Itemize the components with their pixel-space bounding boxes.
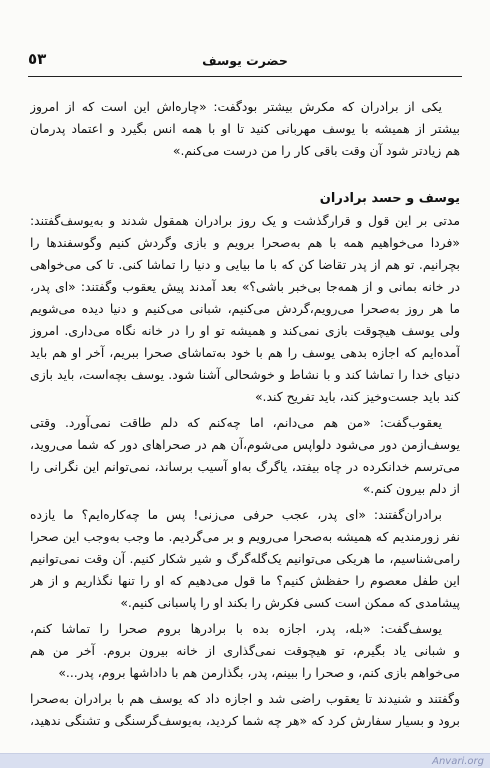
paragraph xyxy=(30,412,460,500)
text-line: ولی یوسف هیچوقت بازی نمی‌کند و همیشه تو او را در خانه نگاه می‌داری. امروز xyxy=(30,323,460,338)
text-line: و شبانی یاد بگیرم، تو هیچوقت نمی‌گذاری از خانه بیرون بروم. آخر من هم xyxy=(30,643,460,658)
text-line: بچرانیم. تو هم از پدر تقاضا کن که با ما بیایی و دنیا را تماشا کنی. تا کی می‌خواهی xyxy=(30,257,460,272)
text-line: برادران‌گفتند: «ای پدر، عجب حرفی می‌زنی! پس ما چه‌کاره‌ایم؟ ما یازده xyxy=(30,507,442,522)
paragraph xyxy=(30,96,460,162)
text-line: «فردا می‌خواهیم همه با هم به‌صحرا برویم و بازی وگردش کنیم وگوسفندها را xyxy=(30,235,460,250)
text-line: آمده‌ایم که اجازه بدهی یوسف را هم با خود به‌تماشای صحرا ببریم، آخر او هم باید xyxy=(30,345,460,360)
text-line: این طفل معصوم را حفظش کنیم؟ ما قول می‌دهیم که او را تنها نگذاریم و از هر xyxy=(30,573,460,588)
paragraph xyxy=(30,618,460,684)
text-line: یکی از برادران که مکرش بیشتر بودگفت: «چاره‌اش این است که از امروز xyxy=(30,99,442,114)
text-line: ما هر روز به‌صحرا می‌رویم،گردش می‌کنیم، شبانی می‌کنیم و دنیا دیده می‌شویم xyxy=(30,301,460,316)
text-line: هم زیادتر شود آن وقت باقی کار را من درست می‌کنم.» xyxy=(172,143,460,158)
text-line: از دلم بیرون کنم.» xyxy=(362,481,460,496)
paragraph xyxy=(30,210,460,408)
text-line: دنیای خدا را تماشا کند و با نشاط و خوشحالی آشنا شود. یوسف بچه‌است، باید بازی xyxy=(30,367,460,382)
text-line: وگفتند و شنیدند تا یعقوب راضی شد و اجازه داد که یوسف هم با برادران به‌صحرا xyxy=(30,691,460,706)
section-body xyxy=(30,210,460,732)
page-header xyxy=(28,46,462,72)
page-body xyxy=(30,96,460,732)
text-line: یعقوب‌گفت: «من هم می‌دانم، اما چه‌کنم که دلم طاقت نمی‌آورد. وقتی xyxy=(30,415,442,430)
text-line: می‌ترسم خدانکرده در چاه بیفتد، یاگرگ به‌او آسیب برساند، نمی‌توانم این نگرانی را xyxy=(30,459,460,474)
paragraph xyxy=(30,504,460,614)
text-line: می‌خواهم بازی کنم، و صحرا را ببینم، پدر، بگذارمن هم با داداشها بروم، پدر...» xyxy=(58,665,460,680)
text-line: پیشامدی که ممکن است کسی فکرش را بکند او را پاسبانی کنیم.» xyxy=(120,595,460,610)
watermark: Anvari.org xyxy=(432,756,484,767)
text-line: نفر زورمندیم که همیشه به‌صحرا می‌رویم و بر می‌گردیم. ما وجب به‌وجب این صحرا xyxy=(30,529,460,544)
running-title: حضرت یوسف xyxy=(202,53,288,68)
text-line: در خانه بمانی و از همه‌جا بی‌خبر باشی؟» بعد آمدند پیش یعقوب وگفتند: «ای پدر، xyxy=(30,279,460,294)
section-title: یوسف و حسد برادران xyxy=(319,191,460,206)
text-line: یوسف‌ازمن دور می‌شود دلواپس می‌شوم،آن هم در صحراهای دور که شما می‌روید، xyxy=(30,437,460,452)
text-line: یوسف‌گفت: «بله، پدر، اجازه بده با برادرها بروم صحرا را تماشا کنم، xyxy=(30,621,442,636)
header-rule xyxy=(28,76,462,77)
text-line: مدتی بر این قول و قرارگذشت و یک روز برادران همقول شدند و به‌یوسف‌گفتند: xyxy=(30,213,460,228)
text-line: رامی‌شناسیم، ما هریکی می‌توانیم یک‌گله‌گرگ و شیر شکار کنیم. آن وقت نمی‌توانیم xyxy=(30,551,460,566)
paragraph xyxy=(30,688,460,732)
text-line: برود و بسیار سفارش کرد که «هر چه شما کردید، به‌یوسف‌گرسنگی و تشنگی ندهید، xyxy=(30,713,460,728)
intro-paragraphs xyxy=(30,96,460,162)
page-number: ٥٣ xyxy=(28,50,47,68)
footer-bar xyxy=(0,753,490,768)
text-line: بیشتر از همیشه با یوسف مهربانی کنید تا او با همه انس بگیرد و اعتماد پدرمان xyxy=(30,121,460,136)
text-line: کند باید جست‌وخیز کند، باید تفریح کند.» xyxy=(254,389,460,404)
